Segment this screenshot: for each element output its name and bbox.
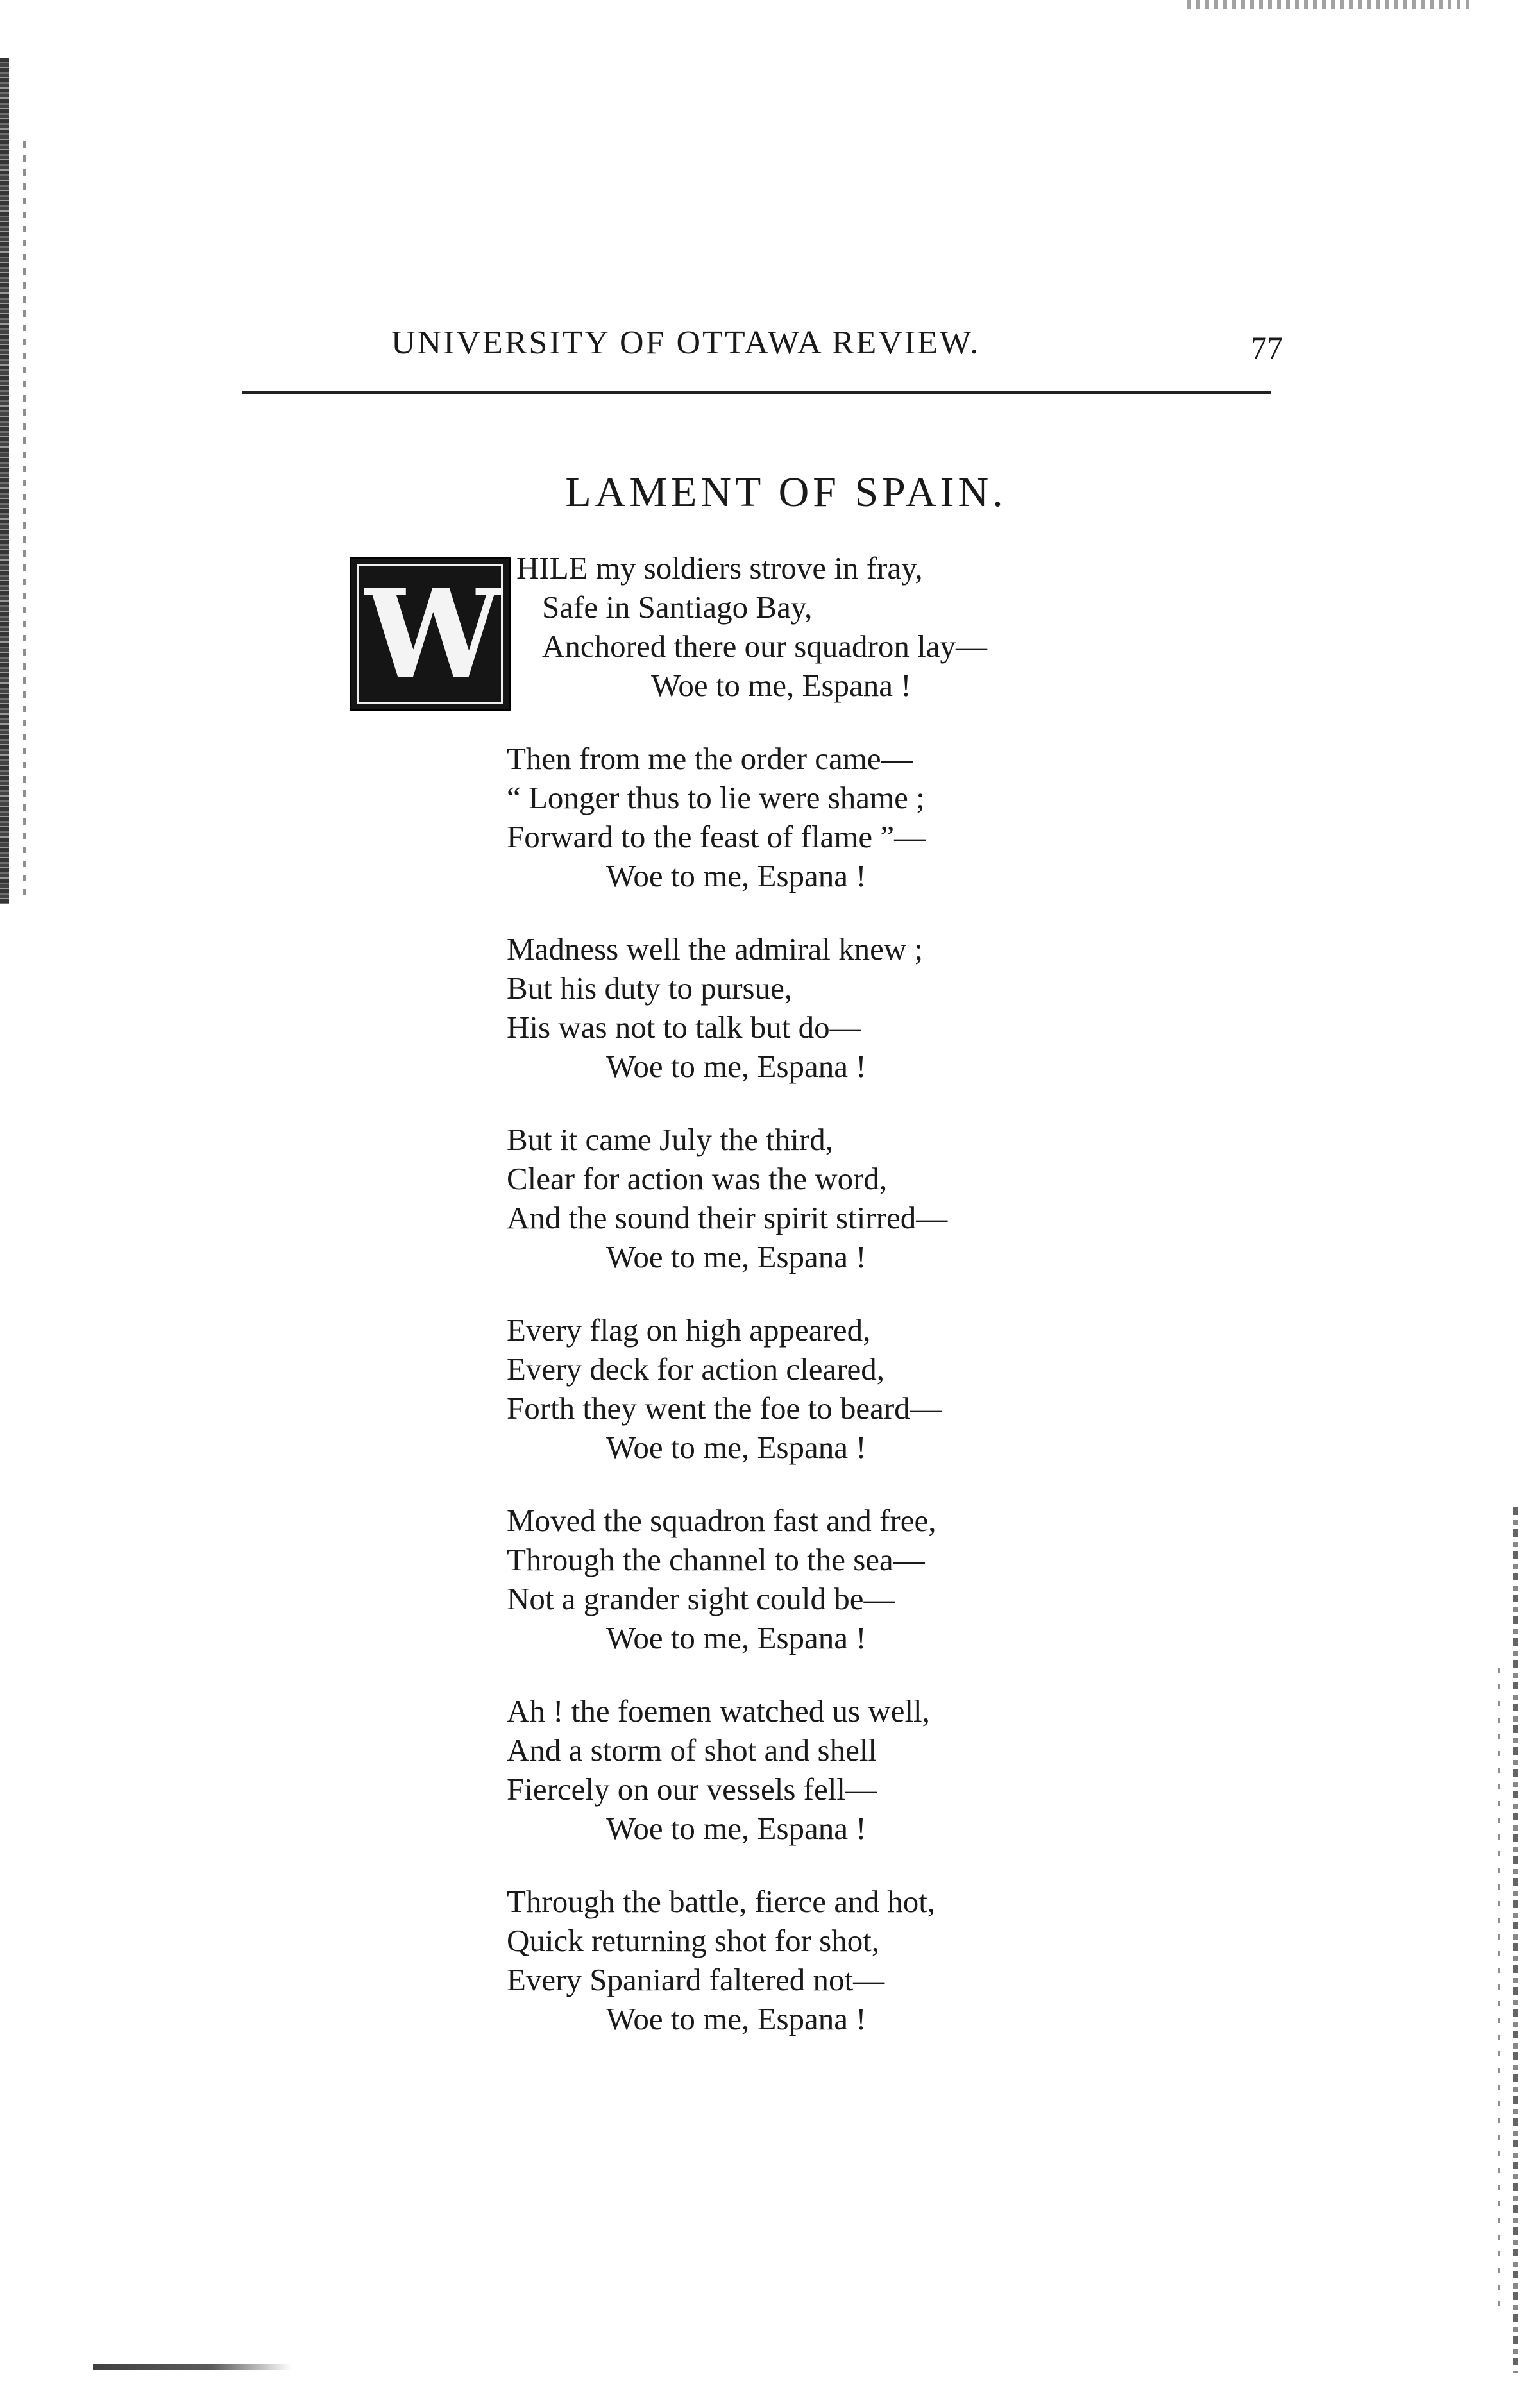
stanza bbox=[507, 1882, 1276, 2038]
running-title: UNIVERSITY OF OTTAWA REVIEW. bbox=[391, 325, 981, 361]
header-rule bbox=[242, 391, 1271, 394]
poem-line: “ Longer thus to lie were shame ; bbox=[507, 780, 925, 815]
poem-line: But it came July the third, bbox=[507, 1122, 833, 1157]
refrain-line: Woe to me, Espana ! bbox=[606, 1239, 867, 1274]
refrain-line: Woe to me, Espana ! bbox=[606, 858, 867, 893]
poem-line: Then from me the order came— bbox=[507, 741, 913, 776]
running-head bbox=[244, 324, 1283, 375]
poem-line: Every flag on high appeared, bbox=[507, 1312, 871, 1348]
poem-line: But his duty to pursue, bbox=[507, 970, 793, 1006]
drop-cap-letter: W bbox=[364, 562, 496, 706]
page-number: 77 bbox=[1251, 330, 1283, 366]
scan-smudge bbox=[1187, 0, 1469, 9]
scan-edge-artifact bbox=[1498, 1668, 1500, 2309]
poem-line: Through the channel to the sea— bbox=[507, 1542, 925, 1577]
poem-title: LAMENT OF SPAIN. bbox=[565, 469, 1007, 516]
poem-line: Every deck for action cleared, bbox=[507, 1351, 885, 1387]
poem-line: Every Spaniard faltered not— bbox=[507, 1962, 885, 1997]
scan-edge-artifact bbox=[23, 141, 26, 898]
stanza bbox=[507, 739, 1276, 895]
refrain-line: Woe to me, Espana ! bbox=[606, 1049, 867, 1084]
refrain-line: Woe to me, Espana ! bbox=[606, 1620, 867, 1655]
poem-line: Not a grander sight could be— bbox=[507, 1581, 895, 1616]
scan-edge-artifact bbox=[1513, 1507, 1518, 2373]
poem-line: And the sound their spirit stirred— bbox=[507, 1200, 948, 1235]
refrain-line: Woe to me, Espana ! bbox=[606, 2001, 867, 2036]
poem-body bbox=[507, 548, 1276, 2072]
poem-line: HILE my soldiers strove in fray, bbox=[516, 550, 923, 586]
poem-line: Forth they went the foe to beard— bbox=[507, 1391, 942, 1426]
poem-line: Quick returning shot for shot, bbox=[507, 1923, 880, 1958]
stanza bbox=[507, 1501, 1276, 1657]
poem-line: His was not to talk but do— bbox=[507, 1010, 861, 1045]
poem-line: Madness well the admiral knew ; bbox=[507, 931, 924, 967]
stanza bbox=[507, 1120, 1276, 1276]
stanza bbox=[507, 929, 1276, 1086]
poem-line: Fiercely on our vessels fell— bbox=[507, 1772, 877, 1807]
decorated-initial bbox=[350, 557, 511, 711]
refrain-line: Woe to me, Espana ! bbox=[606, 1811, 867, 1846]
refrain-line: Woe to me, Espana ! bbox=[651, 668, 911, 703]
stanza bbox=[507, 1691, 1276, 1848]
poem-line: And a storm of shot and shell bbox=[507, 1732, 877, 1768]
poem-line: Moved the squadron fast and free, bbox=[507, 1503, 936, 1538]
poem-line: Anchored there our squadron lay— bbox=[542, 629, 987, 664]
poem-line: Ah ! the foemen watched us well, bbox=[507, 1693, 930, 1729]
poem-line: Clear for action was the word, bbox=[507, 1161, 888, 1196]
poem-line: Forward to the feast of flame ”— bbox=[507, 819, 926, 854]
stanza bbox=[507, 1310, 1276, 1467]
refrain-line: Woe to me, Espana ! bbox=[606, 1430, 867, 1465]
poem-line: Through the battle, fierce and hot, bbox=[507, 1884, 936, 1919]
scan-smudge bbox=[93, 2364, 292, 2370]
poem-line: Safe in Santiago Bay, bbox=[542, 589, 813, 625]
stanza bbox=[507, 548, 1276, 705]
